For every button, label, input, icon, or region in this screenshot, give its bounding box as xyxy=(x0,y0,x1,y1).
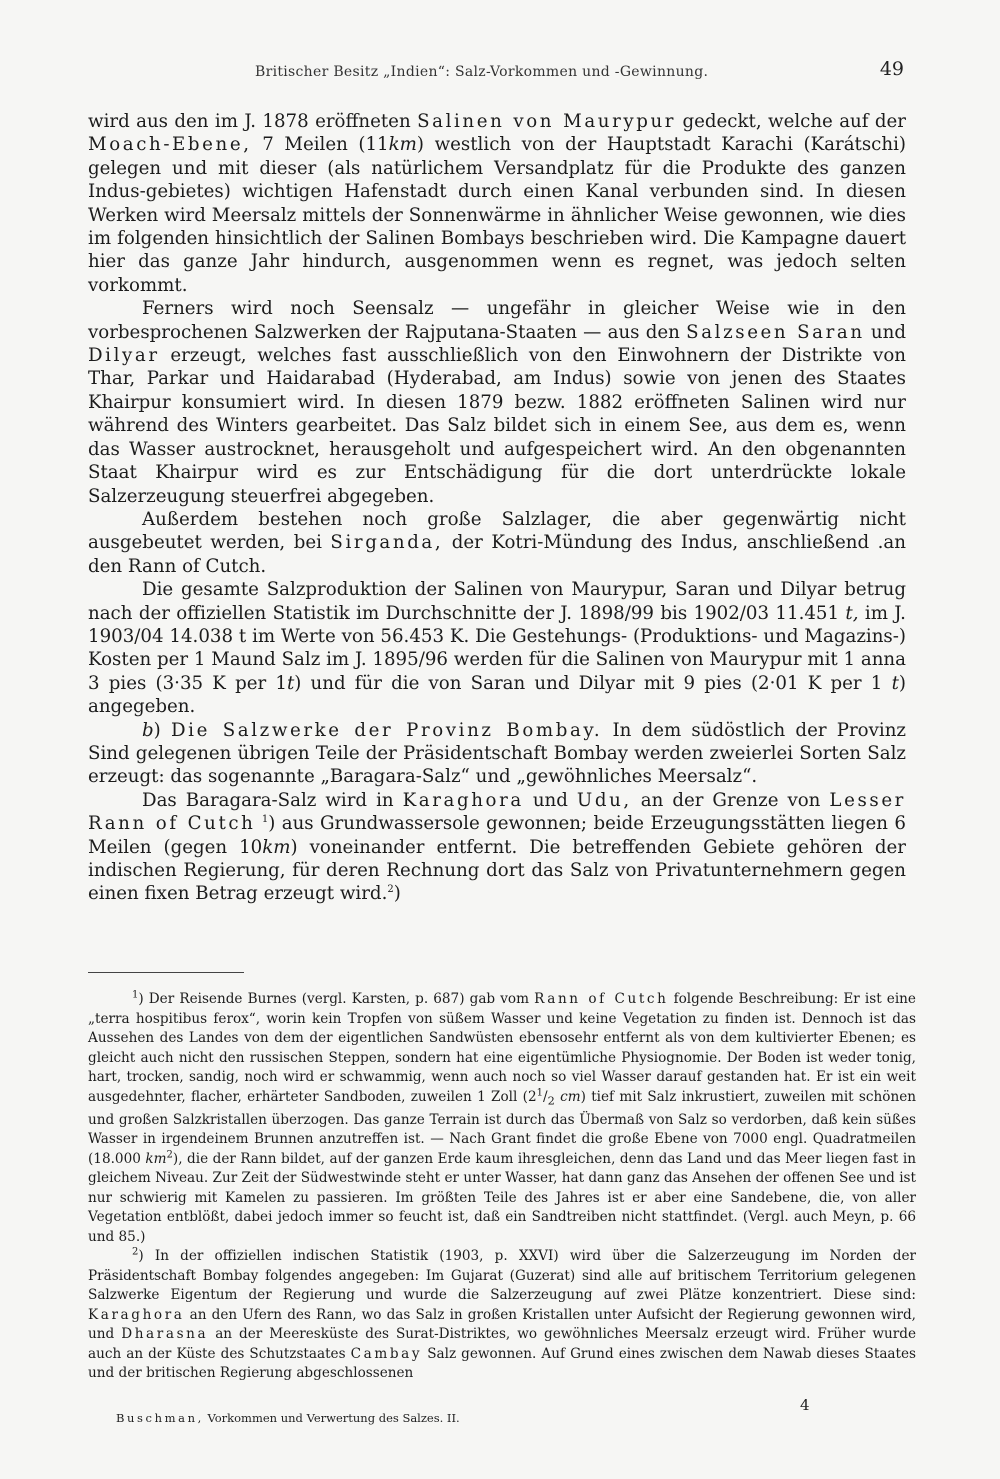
text-run: ) xyxy=(393,883,401,905)
footnote-ref-1: 1 xyxy=(261,814,269,826)
text-run: ) In der offiziellen indischen Statistik (1903, p. XXVI) wird über die Salzerzeugung im Norden der Präsidentschaft Bombay folgendes angegeben: Im Gujarat (Guzerat) sind alle auf britischem Territorium gelegenen Salzwerke Eigentum der Regierung und wurde die Salzerzeugung auf zwei Plätze konzentriert. Diese sind: xyxy=(88,1248,916,1304)
unit-km: km xyxy=(262,836,291,858)
text-run: erzeugt, welches fast ausschließlich von den Einwohnern der Distrikte von Thar, Parkar und Haidarabad (Hyderabad, am Indus) sowie von jenen des Staates Khairpur konsumiert wird. In diesen 1879 bezw. 1882 eröffneten Salinen wird nur während des Winters gearbeitet. Das Salz bildet sich in einem See, aus dem es, wenn das Wasser austrocknet, herausgeholt und aufgespeichert wird. An den obgenannten Staat Khairpur wird es zur Entschädigung für die dort unterdrückte lokale Salzerzeugung steuerfrei abgegeben. xyxy=(88,345,906,507)
emphasis-salzseen-saran: Salzseen Saran xyxy=(686,321,865,343)
paragraph-salzproduktion xyxy=(88,578,906,718)
emphasis-salinen-maurypur: Salinen von Maurypur xyxy=(417,111,677,132)
text-run: In dem südöstlich der Provinz Sind gelegenen übrigen Teile der Präsidentschaft Bombay werden zweierlei Sorten Salz erzeugt: das sogenannte „Baragara-Salz“ und „gewöhnliches Meersalz“. xyxy=(88,719,906,788)
emphasis-moach-ebene: Moach-Ebene, xyxy=(88,134,252,156)
unit-cm: cm xyxy=(560,1088,581,1105)
text-run: Ferners wird noch Seensalz — ungefähr in gleicher Weise wie in den vorbesprochenen Salzwerken der Rajputana-Staaten — aus den xyxy=(88,298,906,343)
exponent: 2 xyxy=(166,1149,173,1161)
footnote-mark: 1 xyxy=(132,989,139,1001)
footnote-ref-2: 2 xyxy=(387,884,394,896)
footnote-1 xyxy=(88,990,916,1247)
text-run: an der Grenze von xyxy=(640,789,821,811)
unit-km: km xyxy=(388,134,417,156)
paragraph-baragara xyxy=(88,789,906,906)
emphasis-cambay: Cambay xyxy=(350,1345,423,1362)
emphasis-rann-of-cutch: Rann of Cutch xyxy=(534,991,669,1007)
text-run: ) Der Reisende Burnes (vergl. Karsten, p. 687) gab vom xyxy=(138,991,529,1007)
main-text xyxy=(88,110,906,906)
footnotes xyxy=(88,990,916,1384)
footnote-rule xyxy=(88,972,244,973)
page-number: 49 xyxy=(879,58,904,80)
footer-author: Buschman, xyxy=(116,1411,204,1425)
text-run: ) tief mit Salz inkrustiert, zuweilen mit schönen und großen Salzkristallen überzogen. Das ganze Terrain ist durch das Übermaß von Salz so verdorben, daß kein süßes Wasser in irgendeinem Brunnen anzutreffen ist. — Nach Grant findet die große Ebene von 7000 engl. Quadratmeilen (18.000 xyxy=(88,1088,917,1167)
emphasis-karaghora: Karaghora xyxy=(402,789,524,811)
fraction-den: 2 xyxy=(547,1093,555,1108)
emphasis-karaghora: Karaghora xyxy=(88,1306,185,1323)
text-run: im J. 1903/04 14.038 t im Werte von 56.453 K. Die Gestehungs- (Produktions- und Magazins-) Kosten per 1 Maund Salz im J. 1895/96 werden für die Salinen von Maurypur mit 1 anna 3 pies (3·35 K per 1 xyxy=(88,602,906,694)
running-header: Britischer Besitz „Indien“: Salz-Vorkommen und -Gewinnung. xyxy=(255,64,709,80)
text-run: ) aus Grundwassersole gewonnen; beide Erzeugungsstätten liegen 6 Meilen (gegen 10 xyxy=(88,813,906,858)
text-run: Die gesamte Salzproduktion der Salinen von Maurypur, Saran und Dilyar betrug nach der offiziellen Statistik im Durchschnitte der J. 1898/99 bis 1902/03 11.451 xyxy=(88,579,906,624)
paragraph-seensalz xyxy=(88,297,906,508)
text-run: ) angegeben. xyxy=(88,672,906,718)
text-run: ) westlich von der Hauptstadt Karachi (Karátschi) gelegen und mit dieser (als natürlichem Versandplatz für die Produkte des ganzen Indus-gebietes) wichtigen Hafenstadt durch einen Kanal verbunden sind. In diesen Werken wird Meersalz mittels der Sonnenwärme in ähnlicher Weise gewonnen, wie dies im folgenden hinsichtlich der Salinen Bombays beschrieben wird. Die Kampagne dauert hier das ganze Jahr hindurch, ausgenommen wenn es regnet, was jedoch selten vorkommt. xyxy=(88,134,906,296)
text-run: ) voneinander entfernt. Die betreffenden Gebiete gehören der indischen Regierung, für deren Rechnung dort das Salz von Privatunternehmern gegen einen fixen Betrag erzeugt wird. xyxy=(88,836,906,905)
emphasis-dharasna: Dharasna xyxy=(121,1326,209,1343)
text-run: wird aus den im J. 1878 eröffneten xyxy=(88,111,411,132)
text-run: ), die der Rann bildet, auf der ganzen Erde kaum ihresgleichen, denn das Land und das Meer liegen fast in gleichem Niveau. Zur Zeit der Südwestwinde steht er unter Wasser, hat dann ganz das Ansehen der offenen See und ist nur schwierig mit Kamelen zu passieren. Im größten Teile des Jahres ist er aber eine Sandebene, die, von aller Vegetation entblößt, dabei jedoch immer so feucht ist, daß ein Sandtreiben nicht stattfindet. (Vergl. auch Meyn, p. 66 und 85.) xyxy=(88,1150,916,1245)
section-letter: b xyxy=(142,719,154,741)
text-run: ) xyxy=(153,719,161,741)
text-run: und xyxy=(870,321,906,343)
unit-t: t, xyxy=(845,602,859,624)
text-run: gedeckt, welche auf der xyxy=(682,111,906,132)
signature-mark: 4 xyxy=(800,1396,810,1414)
footnote-mark: 2 xyxy=(132,1246,139,1258)
text-run: an der Meeresküste des Surat-Distriktes, wo gewöhnliches Meersalz erzeugt wird. Früher wurde auch an der Küste des Schutzstaates xyxy=(88,1326,916,1362)
fraction-slash: / xyxy=(542,1088,548,1105)
footer-title: Vorkommen und Verwertung des Salzes. II. xyxy=(207,1411,460,1425)
text-run: folgende Beschreibung: Er ist eine „terra hospitibus ferox“, worin kein Tropfen von süßem Wasser und keine Vegetation zu finden ist. Dennoch ist das Aussehen des Landes von dem der eigentlichen Sandwüsten ebensosehr entfernt als von dem kultivierter Ebenen; es gleicht auch nicht den russischen Steppen, sondern hat eine eigentümliche Physiognomie. Der Boden ist weder tonig, hart, trocken, sandig, noch wird er schwammig, wenn auch noch so viel Wasser darauf gestanden hat. Er ist ein weit ausgedehnter, flacher, erhärteter Sandboden, zuweilen 1 Zoll (2 xyxy=(88,991,916,1105)
section-title: Die Salzwerke der Provinz Bombay. xyxy=(170,719,603,741)
text-run: der Kotri-Mündung des Indus, anschließend .an den Rann of Cutch. xyxy=(88,532,906,577)
section-heading-bombay xyxy=(88,719,906,789)
unit-t: t xyxy=(286,672,295,694)
fraction-num: 1 xyxy=(536,1086,543,1098)
paragraph-maurypur xyxy=(88,110,906,297)
text-run: 7 Meilen (11 xyxy=(262,134,389,156)
paragraph-salzlager xyxy=(88,508,906,578)
unit-t: t xyxy=(891,672,899,694)
page-footer xyxy=(116,1411,816,1425)
emphasis-dilyar: Dilyar xyxy=(88,345,160,367)
text-run: und xyxy=(532,789,568,811)
unit-km: km xyxy=(145,1150,167,1167)
text-run: Das Baragara-Salz wird in xyxy=(142,789,394,811)
emphasis-udu: Udu, xyxy=(576,789,632,811)
footnote-2 xyxy=(88,1247,916,1384)
emphasis-lesser-rann: Lesser Rann of Cutch xyxy=(88,789,906,835)
emphasis-sirganda: Sirganda, xyxy=(330,532,444,554)
text-run: ) und für die von Saran und Dilyar mit 9 pies (2·01 K per 1 xyxy=(294,672,883,694)
text-run: Außerdem bestehen noch große Salzlager, die aber gegenwärtig nicht ausgebeutet werden, bei xyxy=(88,508,906,554)
text-run: an den Ufern des Rann, wo das Salz in großen Kristallen unter Aufsicht der Regierung gewonnen wird, und xyxy=(88,1306,916,1343)
text-run: Salz gewonnen. Auf Grund eines zwischen dem Nawab dieses Staates und der britischen Regierung abgeschlossenen xyxy=(88,1345,917,1382)
